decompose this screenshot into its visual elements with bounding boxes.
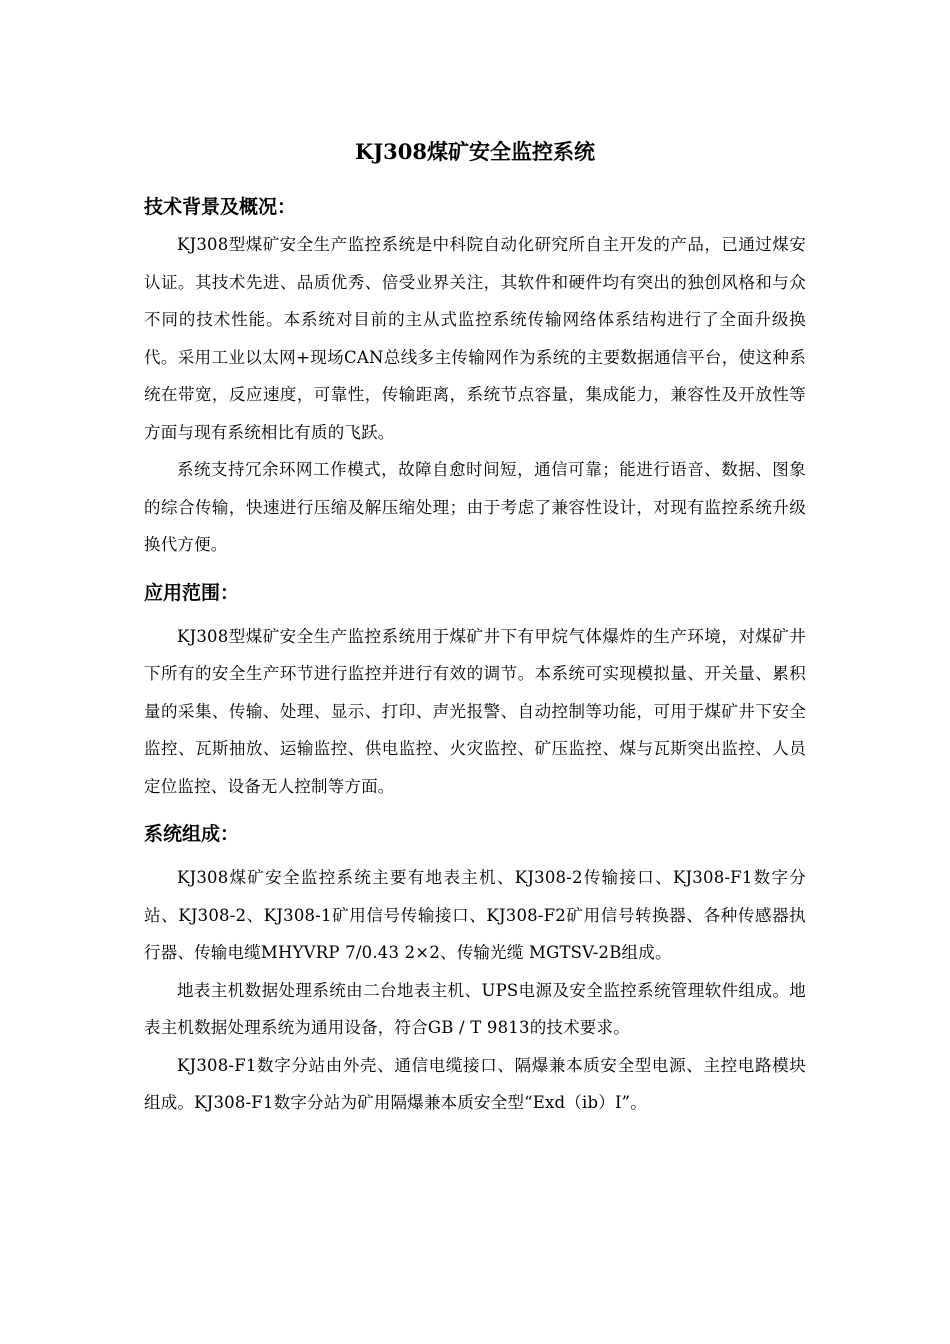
section-heading-composition: 系统组成： [144, 823, 240, 845]
spacer [144, 564, 806, 574]
section-application [144, 574, 806, 806]
paragraph-background-1: KJ308型煤矿安全生产监控系统是中科院自动化研究所自主开发的产品，已通过煤安认证。其技术先进、品质优秀、倍受业界关注，其软件和硬件均有突出的独创风格和与众不同的技术性能。本系统对目前的主从式监控系统传输网络体系结构进行了全面升级换代。采用工业以太网+现场CAN总线多主传输网作为系统的主要数据通信平台，使这种系统在带宽，反应速度，可靠性，传输距离，系统节点容量，集成能力，兼容性及开放性等方面与现有系统相比有质的飞跃。 [144, 235, 806, 442]
paragraph-composition-1: KJ308煤矿安全监控系统主要有地表主机、KJ308-2传输接口、KJ308-F1数字分站、KJ308-2、KJ308-1矿用信号传输接口、KJ308-F2矿用信号转换器、各种传感器执行器、传输电缆MHYVRP 7/0.43 2×2、传输光缆 MGTSV-2B组成。 [144, 868, 806, 962]
paragraph-application-1: KJ308型煤矿安全生产监控系统用于煤矿井下有甲烷气体爆炸的生产环境，对煤矿井下所有的安全生产环节进行监控并进行有效的调节。本系统可实现模拟量、开关量、累积量的采集、传输、处理、显示、打印、声光报警、自动控制等功能，可用于煤矿井下安全监控、瓦斯抽放、运输监控、供电监控、火灾监控、矿压监控、煤与瓦斯突出监控、人员定位监控、设备无人控制等方面。 [144, 626, 806, 796]
section-heading-background: 技术背景及概况： [144, 196, 297, 218]
spacer [144, 805, 806, 815]
document-title: KJ308煤矿安全监控系统 [354, 139, 596, 164]
paragraph-composition-3: KJ308-F1数字分站由外壳、通信电缆接口、隔爆兼本质安全型电源、主控电路模块组成。KJ308-F1数字分站为矿用隔爆兼本质安全型“Exd（ib）I”。 [144, 1055, 806, 1112]
paragraph-background-2: 系统支持冗余环网工作模式，故障自愈时间短，通信可靠；能进行语音、数据、图象的综合传输，快速进行压缩及解压缩处理；由于考虑了兼容性设计，对现有监控系统升级换代方便。 [144, 460, 806, 554]
paragraph-composition-2: 地表主机数据处理系统由二台地表主机、UPS电源及安全监控系统管理软件组成。地表主机数据处理系统为通用设备，符合GB / T 9813的技术要求。 [144, 980, 806, 1037]
section-heading-application: 应用范围： [144, 581, 240, 604]
document-page [144, 130, 806, 1122]
section-background [144, 188, 806, 564]
section-composition [144, 815, 806, 1122]
